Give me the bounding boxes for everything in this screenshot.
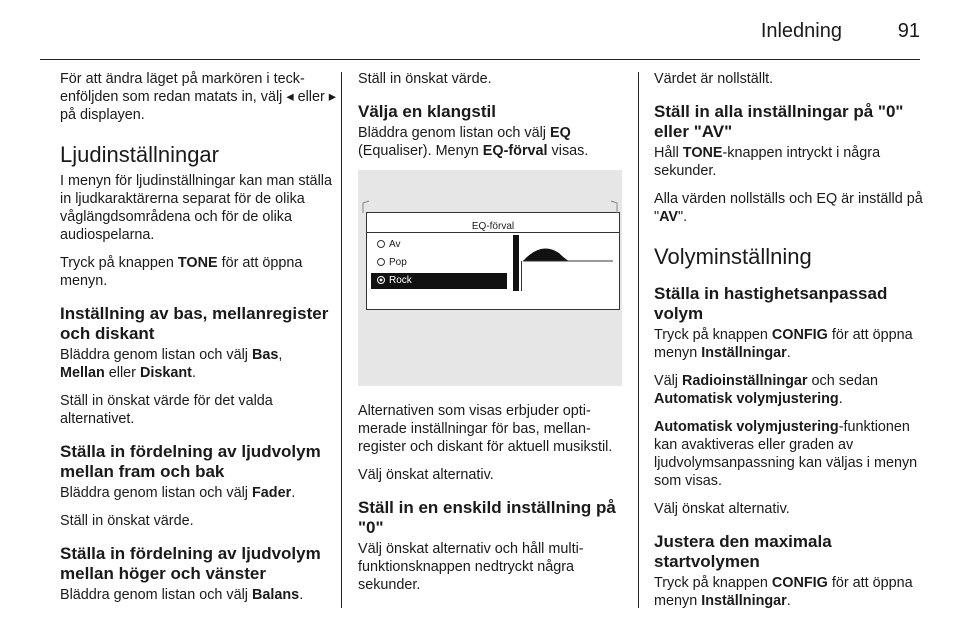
bracket-icon — [362, 200, 370, 214]
keyword: TONE — [177, 255, 218, 271]
paragraph — [654, 144, 924, 180]
eq-display-title: EQ-förval — [471, 221, 515, 232]
text: Alla värden nollställs och EQ är inställd på " — [654, 191, 923, 225]
text: eller — [104, 365, 140, 381]
paragraph: I menyn för ljudinställningar kan man ställa in ljudkaraktärerna separat för de olika våglängdsområdena och för de olika audiospelarna. — [60, 173, 332, 243]
radio-icon — [377, 258, 385, 266]
page-number: 91 — [897, 20, 920, 42]
text: Bläddra genom listan och välj — [358, 125, 550, 141]
text: för att öppna menyn — [654, 327, 913, 361]
text: . — [299, 587, 304, 603]
heading-volyminstallning: Volyminställning — [654, 244, 812, 269]
eq-display — [366, 212, 620, 310]
text: för att öppna menyn — [654, 575, 913, 609]
header-rule — [40, 59, 920, 60]
text: Håll — [654, 145, 683, 161]
eq-option-rock[interactable] — [371, 273, 507, 289]
text: Välj — [654, 373, 682, 389]
heading-alla: Ställ in alla inställningar på "0" eller "AV" — [654, 102, 904, 141]
paragraph — [358, 124, 622, 160]
text: visas. — [547, 143, 589, 159]
heading-hastighet: Ställa in hastighetsanpassad volym — [654, 284, 888, 323]
eq-option-pop[interactable] — [371, 255, 507, 271]
column-1 — [60, 70, 336, 614]
heading-maxvolym: Justera den maximala startvolymen — [654, 532, 832, 571]
text: Tryck på knappen — [60, 255, 178, 271]
heading-enskild: Ställ in en enskild inställning på "0" — [358, 498, 616, 537]
text: (Equaliser). Menyn — [358, 143, 483, 159]
option-label: Av — [389, 239, 401, 250]
text: Bläddra genom listan och välj — [60, 587, 252, 603]
text: Bläddra genom listan och välj — [60, 347, 252, 363]
heading-fader: Ställa in fördelning av ljudvolym mellan fram och bak — [60, 442, 321, 481]
keyword: Inställningar — [701, 593, 787, 609]
keyword: TONE — [682, 145, 723, 161]
heading-klangstil: Välja en klangstil — [358, 102, 496, 121]
text: . — [786, 345, 791, 361]
radio-icon — [377, 240, 385, 248]
paragraph: Ställ in önskat värde. — [60, 513, 194, 529]
option-label: Rock — [389, 275, 412, 286]
paragraph — [654, 574, 924, 610]
radio-selected-icon — [377, 276, 385, 284]
paragraph — [654, 372, 924, 408]
heading-balans: Ställa in fördelning av ljudvolym mellan höger och vänster — [60, 544, 321, 583]
paragraph: Ställ in önskat värde för det valda alternativet. — [60, 393, 273, 427]
paragraph — [60, 346, 336, 382]
text: . — [786, 593, 791, 609]
keyword: CONFIG — [771, 575, 828, 591]
column-divider — [638, 72, 639, 608]
eq-option-av[interactable] — [371, 237, 507, 253]
text: och sedan — [807, 373, 878, 389]
text: Tryck på knappen — [654, 327, 772, 343]
eq-curve-icon — [513, 235, 613, 291]
page-header — [0, 0, 960, 60]
text: , — [278, 347, 283, 363]
column-2 — [358, 70, 622, 604]
paragraph: Värdet är nollställt. — [654, 71, 774, 87]
text: Tryck på knappen — [654, 575, 772, 591]
paragraph: Ställ in önskat värde. — [358, 71, 492, 87]
keyword: EQ — [549, 125, 571, 141]
text: . — [191, 365, 196, 381]
column-divider — [341, 72, 342, 608]
heading-ljudinstallningar: Ljudinställningar — [60, 142, 219, 167]
paragraph — [654, 190, 924, 226]
paragraph — [654, 418, 924, 490]
text: ". — [678, 209, 688, 225]
keyword: Fader — [251, 485, 292, 501]
keyword: Automatisk volymjustering — [654, 419, 839, 435]
paragraph — [60, 484, 336, 502]
option-label: Pop — [389, 257, 407, 268]
paragraph — [654, 326, 924, 362]
keyword: AV — [659, 209, 679, 225]
text: . — [291, 485, 296, 501]
page-title: Inledning — [760, 20, 842, 42]
keyword: Inställningar — [701, 345, 787, 361]
keyword: Radioinställningar — [682, 373, 808, 389]
bracket-icon — [610, 200, 618, 214]
keyword: Mellan — [60, 365, 105, 381]
paragraph: Alternativen som visas erbjuder optimerade inställningar för bas, mellanregister och diskant för aktuell musikstil. — [358, 403, 613, 455]
keyword: EQ-förval — [482, 143, 548, 159]
column-3 — [654, 70, 924, 620]
text: Bläddra genom listan och välj — [60, 485, 252, 501]
keyword: Diskant — [139, 365, 192, 381]
keyword: Automatisk volymjustering — [654, 391, 839, 407]
paragraph: Välj önskat alternativ. — [358, 467, 494, 483]
text: -funktionen kan avaktiveras eller graden av ljudvolymsanpassning kan väljas i menyn som visas. — [654, 419, 918, 489]
paragraph: Välj önskat alternativ. — [654, 501, 790, 517]
eq-display-divider — [367, 232, 619, 233]
text: . — [838, 391, 843, 407]
heading-bas: Inställning av bas, mellanregister och diskant — [60, 304, 329, 343]
paragraph — [60, 586, 336, 604]
eq-screen-figure — [358, 170, 622, 386]
paragraph: Välj önskat alternativ och håll multifunktionsknappen nedtryckt några sekunder. — [358, 541, 584, 593]
text: för att öppna menyn. — [60, 255, 303, 289]
keyword: Bas — [251, 347, 279, 363]
paragraph — [60, 254, 336, 290]
intro-paragraph: För att ändra läget på markören i teckenföljden som redan matats in, välj ◂ eller ▸ på displayen. — [60, 71, 337, 123]
keyword: Balans — [251, 587, 300, 603]
keyword: CONFIG — [771, 327, 828, 343]
text: -knappen intryckt i några sekunder. — [654, 145, 881, 179]
